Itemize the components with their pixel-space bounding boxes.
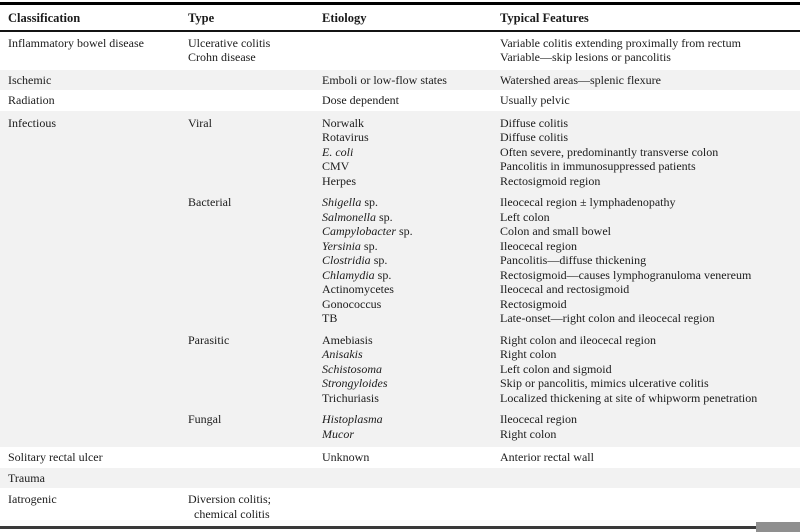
column-header-etiology: Etiology: [322, 11, 367, 25]
classification-cell: Solitary rectal ulcer: [8, 450, 103, 464]
cell-line: Ulcerative colitis: [188, 35, 271, 50]
cell-line: Ileocecal and rectosigmoid: [500, 282, 630, 296]
subgroup-fungal: [188, 412, 800, 441]
table-row-iatrogenic: [0, 488, 800, 525]
cell-line: Diffuse colitis: [500, 130, 569, 144]
cell-line: Right colon and ileocecal region: [500, 332, 656, 347]
cell-line: Rectosigmoid region: [500, 173, 601, 188]
cell-line: Skip or pancolitis, mimics ulcerative colitis: [500, 376, 709, 390]
cell-line: Histoplasma: [322, 412, 383, 426]
cell-line: Left colon: [500, 209, 550, 224]
cell-line: Shigella sp.: [322, 195, 378, 209]
etiology-cell: [322, 93, 500, 108]
subgroup-parasitic: [188, 333, 800, 406]
cell-line: Crohn disease: [188, 50, 256, 64]
page-corner-block: [756, 522, 800, 532]
cell-line: E. coli: [322, 144, 354, 159]
classification-cell: Trauma: [8, 470, 45, 485]
cell-line: Usually pelvic: [500, 93, 570, 107]
etiology-cell: [322, 492, 500, 521]
cell-line: Yersinia sp.: [322, 238, 378, 253]
etiology-cell: [322, 412, 500, 441]
cell-line: Colon and small bowel: [500, 224, 611, 238]
cell-line: Pancolitis—diffuse thickening: [500, 253, 647, 267]
table-row-solitary-rectal-ulcer: [0, 447, 800, 468]
cell-line: Anterior rectal wall: [500, 450, 594, 464]
type-cell: Fungal: [188, 412, 222, 426]
cell-line: Variable—skip lesions or pancolitis: [500, 50, 671, 64]
classification-cell: Ischemic: [8, 72, 52, 87]
cell-line: Often severe, predominantly transverse colon: [500, 144, 719, 159]
cell-line: Amebiasis: [322, 332, 373, 347]
cell-line: Herpes: [322, 173, 356, 188]
cell-line: Strongyloides: [322, 376, 388, 390]
etiology-cell: [322, 195, 500, 326]
etiology-cell: [322, 73, 500, 88]
cell-line: CMV: [322, 159, 350, 173]
type-cell: [188, 471, 322, 486]
table-row-inflammatory-bowel-disease: [0, 32, 800, 70]
table-row-trauma: [0, 468, 800, 489]
type-cell: [188, 492, 322, 521]
cell-line: Unknown: [322, 450, 370, 464]
table-bottom-rule: [0, 526, 756, 529]
features-cell: [500, 471, 800, 486]
cell-line: Localized thickening at site of whipworm penetration: [500, 390, 758, 405]
table-header-row: [0, 5, 800, 32]
cell-line: Diffuse colitis: [500, 115, 569, 130]
cell-line: Salmonella sp.: [322, 209, 393, 224]
features-cell: [500, 36, 800, 65]
cell-line: Rectosigmoid: [500, 296, 567, 311]
column-header-typical-features: Typical Features: [500, 11, 589, 25]
table-row-infectious: [0, 111, 800, 448]
classification-cell: Infectious: [8, 115, 56, 130]
cell-line: Dose dependent: [322, 93, 399, 107]
column-header-type: Type: [188, 11, 215, 25]
cell-line: Ileocecal region: [500, 412, 577, 426]
cell-line: Left colon and sigmoid: [500, 361, 612, 376]
type-cell: Parasitic: [188, 332, 230, 347]
etiology-cell: [322, 116, 500, 189]
cell-line: Right colon: [500, 347, 557, 361]
cell-line: TB: [322, 311, 338, 325]
cell-line: Diversion colitis;: [188, 492, 271, 506]
column-header-classification: Classification: [8, 11, 81, 25]
cell-line: Actinomycetes: [322, 282, 394, 296]
cell-line: Ileocecal region: [500, 238, 577, 253]
infectious-subgroups: [188, 116, 800, 442]
cell-line: Mucor: [322, 426, 354, 441]
cell-line: Ileocecal region ± lymphadenopathy: [500, 195, 676, 209]
features-cell: [500, 333, 800, 406]
cell-line: Late-onset—right colon and ileocecal region: [500, 311, 715, 325]
type-cell: [188, 450, 322, 465]
cell-line: Norwalk: [322, 115, 364, 130]
cell-line: Campylobacter sp.: [322, 224, 413, 238]
subgroup-bacterial: [188, 195, 800, 326]
cell-line: Chlamydia sp.: [322, 267, 392, 282]
type-cell: [188, 93, 322, 108]
table-row-radiation: [0, 90, 800, 111]
type-cell: Bacterial: [188, 195, 232, 209]
features-cell: [500, 412, 800, 441]
etiology-cell: [322, 471, 500, 486]
cell-line: Trichuriasis: [322, 390, 379, 405]
type-cell: [188, 73, 322, 88]
etiology-cell: [322, 36, 500, 65]
etiology-cell: [322, 333, 500, 406]
cell-line: Schistosoma: [322, 361, 382, 376]
classification-cell: Iatrogenic: [8, 492, 57, 506]
cell-line: Variable colitis extending proximally from rectum: [500, 35, 741, 50]
features-cell: [500, 195, 800, 326]
features-cell: [500, 73, 800, 88]
features-cell: [500, 450, 800, 465]
etiology-cell: [322, 450, 500, 465]
cell-line: Emboli or low-flow states: [322, 72, 447, 87]
cell-line: Rectosigmoid—causes lymphogranuloma venereum: [500, 267, 752, 282]
cell-line: Watershed areas—splenic flexure: [500, 72, 661, 87]
classification-cell: Inflammatory bowel disease: [8, 35, 144, 50]
type-cell: Viral: [188, 115, 212, 130]
classification-cell: Radiation: [8, 93, 55, 107]
cell-line: chemical colitis: [188, 506, 270, 521]
cell-line: Pancolitis in immunosuppressed patients: [500, 159, 696, 173]
cell-line: Gonococcus: [322, 296, 382, 311]
cell-line: Rotavirus: [322, 130, 369, 144]
cell-line: Anisakis: [322, 347, 363, 361]
table-row-ischemic: [0, 70, 800, 91]
features-cell: [500, 93, 800, 108]
cell-line: Clostridia sp.: [322, 253, 388, 267]
features-cell: [500, 116, 800, 189]
type-cell: [188, 36, 322, 65]
cell-line: Right colon: [500, 426, 557, 441]
features-cell: [500, 492, 800, 521]
subgroup-viral: [188, 116, 800, 189]
